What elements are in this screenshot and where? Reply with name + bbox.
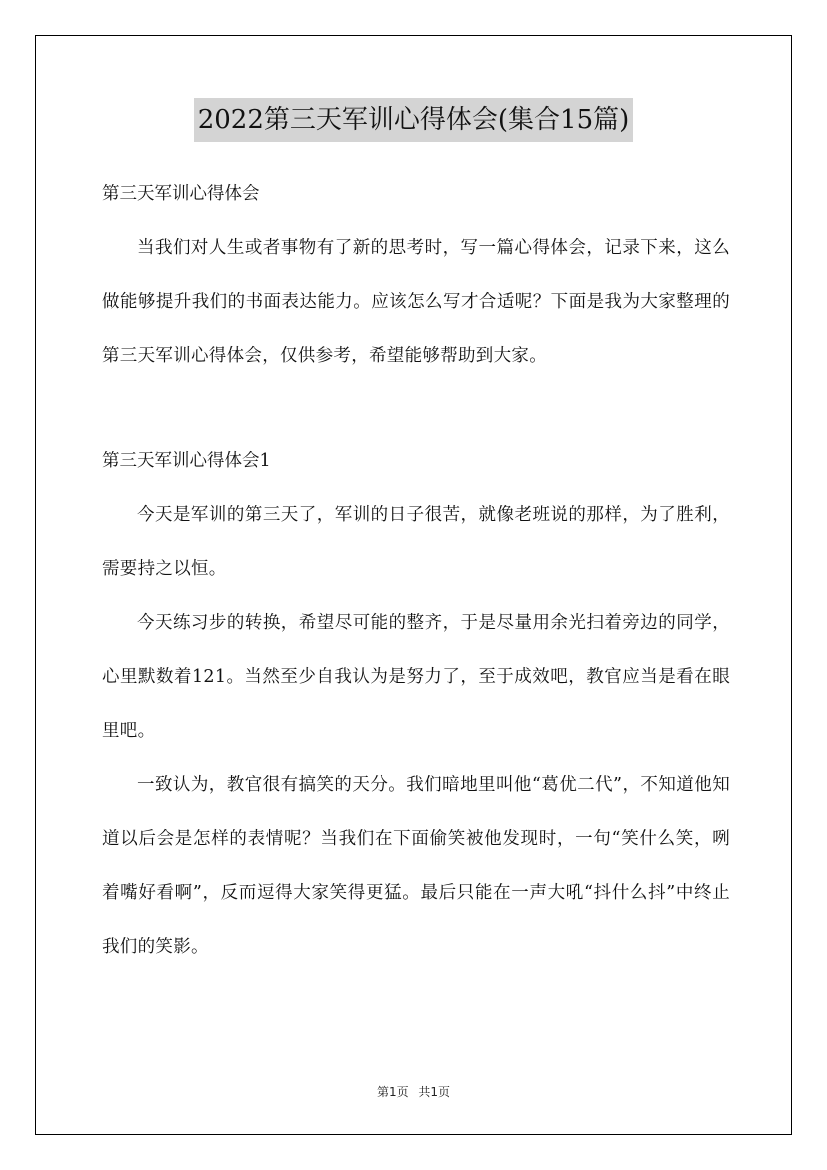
intro-paragraph: 当我们对人生或者事物有了新的思考时，写一篇心得体会，记录下来，这么做能够提升我们的书面表达能力。应该怎么写才合适呢？下面是我为大家整理的第三天军训心得体会，仅供参考，希望能够帮助到大家。 <box>102 238 730 366</box>
title-container <box>0 98 827 142</box>
section1-paragraph-3: 一致认为，教官很有搞笑的天分。我们暗地里叫他“葛优二代”，不知道他知道以后会是怎样的表情呢？当我们在下面偷笑被他发现时，一句“笑什么笑，咧着嘴好看啊”，反而逗得大家笑得更猛。最后只能在一声大吼“抖什么抖”中终止我们的笑影。 <box>102 775 730 957</box>
page-number: 第1页 <box>376 1085 409 1099</box>
section1-heading: 第三天军训心得体会1 <box>102 451 271 471</box>
section1-paragraph-1: 今天是军训的第三天了，军训的日子很苦，就像老班说的那样，为了胜利，需要持之以恒。 <box>102 505 730 579</box>
intro-heading: 第三天军训心得体会 <box>102 184 260 204</box>
section-gap <box>102 383 730 434</box>
section1-paragraph-2: 今天练习步的转换，希望尽可能的整齐，于是尽量用余光扫着旁边的同学，心里默数着121。当然至少自我认为是努力了，至于成效吧，教官应当是看在眼里吧。 <box>102 613 730 741</box>
document-title: 2022第三天军训心得体会(集合15篇) <box>194 98 634 142</box>
page-total: 共1页 <box>418 1085 451 1099</box>
document-body <box>102 167 730 974</box>
page-footer <box>0 1083 827 1100</box>
